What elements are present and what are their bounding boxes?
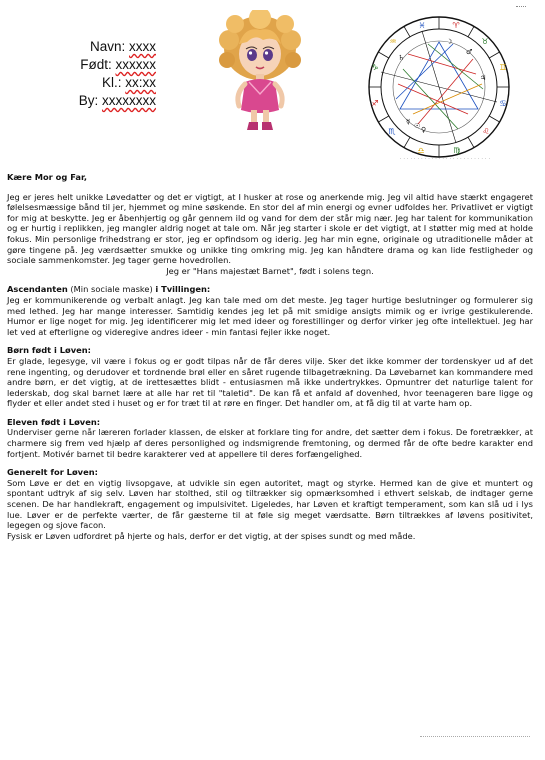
time-row: [36, 74, 156, 92]
svg-text:♈: ♈: [452, 21, 460, 30]
time-label: Kl.:: [101, 75, 122, 90]
section-title-ascendant-bold: Ascendanten: [7, 284, 68, 295]
city-value: xxxxxxxx: [102, 93, 156, 108]
svg-text:♏: ♏: [388, 127, 396, 136]
svg-text:♉: ♉: [481, 37, 489, 46]
svg-text:♒: ♒: [389, 37, 397, 46]
svg-text:♋: ♋: [499, 99, 507, 108]
name-value: xxxx: [129, 39, 156, 54]
section-body-pupil: Underviser gerne når læreren forlader klassen, de elsker at forklare ting for andre, det sætter dem i fokus. De foretrækker, at charmere sig frem ved hjælp af deres personlighed og indsmigrende fremtoning, og dermed får de ofte bedre karakter end fortjent. Motivér barnet til bedre karakterer ved at appellere til deres forfængelighed.: [7, 427, 533, 459]
child-info-block: [36, 38, 156, 110]
born-row: [36, 56, 156, 74]
svg-text:♍: ♍: [453, 146, 461, 155]
svg-text:☽: ☽: [446, 38, 453, 46]
svg-text:♄: ♄: [398, 54, 405, 62]
astrology-birth-chart-wheel: [358, 14, 520, 160]
svg-text:♑: ♑: [371, 63, 379, 72]
section-title-children: Børn født i Løven:: [7, 345, 91, 356]
section-body-ascendant: Jeg er kommunikerende og verbalt anlagt. Jeg kan tale med om det meste. Jeg tager hurtige beslutninger og formulerer sig med lethed. Jeg har mange interesser. Samtidig kendes jeg let på mit smidige ansigts mimik og er ivrige gestikulerende. Humor er lige noget for mig. Jeg identificerer mig let med ideer og forestillinger og derfor virker jeg ofte intellektuel. Jeg har let ved at efterligne og videregive andres ideer - min fantasi fejler ikke noget.: [7, 294, 533, 337]
born-label: Født:: [80, 57, 112, 72]
signature-line: Jeg er "Hans majestæt Barnet", født i solens tegn.: [166, 265, 374, 276]
name-label: Navn:: [89, 39, 126, 54]
section-title-ascendant-normal: (Min sociale maske): [67, 284, 156, 295]
svg-text:☿: ☿: [406, 118, 411, 126]
letter-body: [7, 172, 533, 541]
svg-text:♀: ♀: [421, 126, 427, 134]
svg-text:♌: ♌: [482, 127, 490, 136]
name-row: [36, 38, 156, 56]
footer-mark: [420, 736, 530, 738]
born-value: xxxxxx: [115, 57, 156, 72]
corner-mark: [516, 6, 526, 9]
section-body-general: Som Løve er det en vigtig livsopgave, at udvikle sin egen autoritet, magt og styrke. Hermed kan de give et muntert og spontant udtryk af sig selv. Løven har stolthed, stil og tiltrækker sig opmærksomhed i ethvert selskab, de indtager gerne scenen. De har handlekraft, engagement og impulsivitet. Ligeledes, har Løven et kraftigt temperament, som kan slå ud i lys lue. Løver er de perfekte værter, de får gæsterne til at føle sig meget værdsatte. Børn tiltrækkes af løvens positivitet, legegen og sjove facon.: [7, 477, 533, 531]
svg-text:♃: ♃: [480, 74, 487, 82]
salutation: Kære Mor og Far,: [7, 172, 87, 182]
chart-caption-line: · · · · · · · · · · · · · · · · · · · · · · · · · ·: [400, 156, 491, 161]
section-title-pupil: Eleven født i Løven:: [7, 416, 101, 427]
city-row: [36, 92, 156, 110]
svg-text:♐: ♐: [371, 99, 379, 108]
svg-text:♊: ♊: [499, 63, 507, 72]
section-body-general-extra: Fysisk er Løven udfordret på hjerte og hals, derfor er det vigtig, at der spises sundt og med måde.: [7, 530, 416, 541]
section-title-ascendant: [7, 284, 533, 295]
intro-paragraph: Jeg er jeres helt unikke Løvedatter og det er vigtigt, at I husker at rose og anerkende mig. Jeg vil altid have stærkt engageret følelsesmæssige bånd til jer, hjemmet og mine søskende. En stor del af min energi og evner udfoldes her. Privatlivet er vigtigt for mig at beskytte. Jeg er åbenhjertig og går gennem ild og vand for dem der står mig nær. Jeg har talent for kommunikation og er hurtig i replikken, jeg mangler aldrig noget at tale om. Når jeg starter i skole er det vigtigt, at I støtter mig med at holde fokus. Min personlige frihedstrang er stor, jeg er opfindsom og iderig. Jeg har min egne, originale og utraditionelle måder at gøre tingene på. Jeg værdsætter smukke og unikke ting omkring mig. Jeg kan håndtere drama og kan lide festligheder og sociale sammenkomster. Jeg tager gerne hovedrollen.: [7, 191, 533, 266]
cartoon-girl-illustration: [215, 10, 305, 135]
section-title-general: Generelt for Løven:: [7, 467, 98, 478]
time-value: xx:xx: [125, 75, 156, 90]
svg-text:☉: ☉: [414, 122, 421, 130]
svg-text:♂: ♂: [466, 48, 473, 56]
city-label: By:: [78, 93, 99, 108]
svg-text:♎: ♎: [417, 146, 425, 155]
svg-text:♓: ♓: [418, 21, 426, 30]
section-title-ascendant-tail: i Tvillingen:: [155, 284, 211, 295]
section-body-children: Er glade, legesyge, vil være i fokus og er godt tilpas når de får deres vilje. Sker det ikke kommer der tordenskyer ud af det rene ingenting, og derudover et tordnende brøl eller en såret rugende tilbagetrækning. Da Løvebarnet kan kommandere med andre børn, er det vigtig, at de irettesættes blidt - entusiasmen må ikke undertrykkes. Opmuntrer det naturlige talent for lederskab, dog skal barnet lære at alle har ret til "taletid". De kan få et anfald af dovenhed, hvor teenageren bare ligge og flyder et eller andet sted i huset og er for træt til at røre en finger. Det handler om, at få dig til at varte ham op.: [7, 355, 533, 409]
